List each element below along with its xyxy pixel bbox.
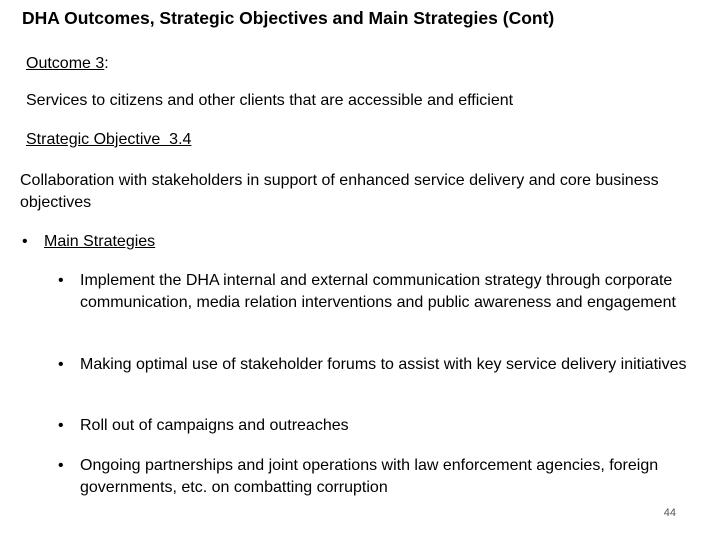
- bullet-icon: •: [58, 457, 64, 474]
- outcome-label: Outcome 3: [26, 55, 105, 72]
- strategy-item: [58, 415, 708, 437]
- bullet-icon: •: [58, 356, 64, 373]
- bullet-icon: •: [22, 233, 28, 250]
- outcome-description: Services to citizens and other clients that are accessible and efficient: [26, 92, 514, 109]
- slide-title: DHA Outcomes, Strategic Objectives and Main Strategies (Cont): [22, 8, 555, 28]
- main-strategies-label: Main Strategies: [44, 233, 156, 250]
- strategy-text: Ongoing partnerships and joint operations with law enforcement agencies, foreign governments, etc. on combatting corruption: [80, 457, 659, 496]
- bullet-icon: •: [58, 417, 64, 434]
- strategic-objective-description: Collaboration with stakeholders in support of enhanced service delivery and core business objectives: [20, 172, 659, 211]
- strategic-objective-heading: Strategic Objective 3.4: [26, 131, 192, 148]
- bullet-icon: •: [58, 272, 64, 289]
- strategy-item: [58, 354, 708, 376]
- main-strategies-bullet: [22, 233, 155, 251]
- strategy-text: Roll out of campaigns and outreaches: [80, 417, 349, 434]
- strategy-item: [58, 270, 708, 314]
- strategy-text: Making optimal use of stakeholder forums to assist with key service delivery initiatives: [80, 356, 687, 373]
- strategy-text: Implement the DHA internal and external communication strategy through corporate communication, media relation interventions and public awareness and engagement: [80, 272, 676, 311]
- strategy-item: [58, 455, 708, 499]
- outcome-colon: :: [104, 55, 109, 72]
- page-number: 44: [663, 507, 676, 519]
- outcome-heading: [26, 55, 109, 73]
